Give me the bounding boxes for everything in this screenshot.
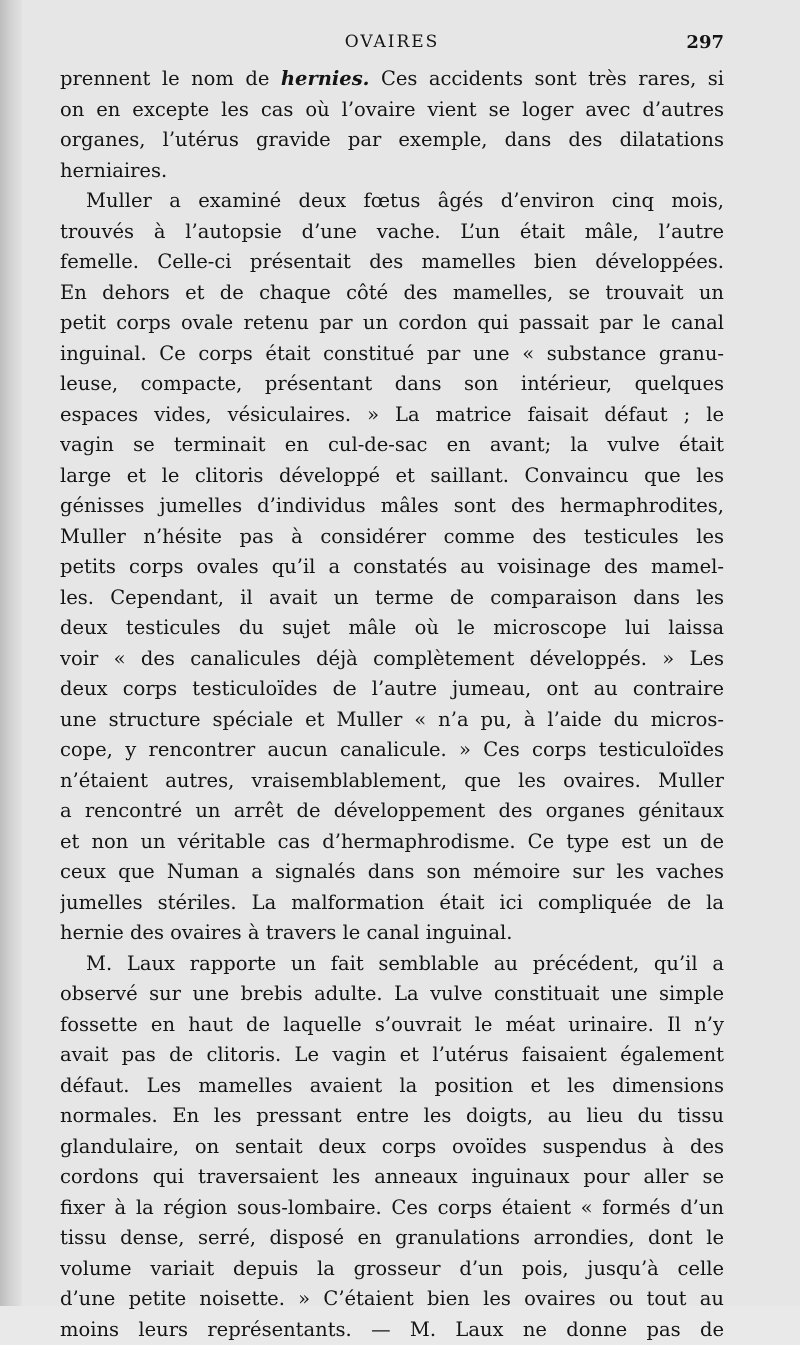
text-line: avait pas de clitoris. Le vagin et l’utérus faisaient également <box>60 1040 724 1071</box>
text-line: observé sur une brebis adulte. La vulve constituait une simple <box>60 979 724 1010</box>
italic-term: hernies. <box>281 67 370 90</box>
text-line: hernie des ovaires à travers le canal inguinal. <box>60 918 724 949</box>
text-line: normales. En les pressant entre les doigts, au lieu du tissu <box>60 1101 724 1132</box>
text-line: leuse, compacte, présentant dans son intérieur, quelques <box>60 369 724 400</box>
text-line-part: prennent le nom de <box>60 67 281 90</box>
text-line: femelle. Celle-ci présentait des mamelles bien développées. <box>60 247 724 278</box>
text-line: défaut. Les mamelles avaient la position et les dimensions <box>60 1071 724 1102</box>
text-line: fixer à la région sous-lombaire. Ces corps étaient « formés d’un <box>60 1193 724 1224</box>
running-head <box>60 30 724 58</box>
text-line: les. Cependant, il avait un terme de comparaison dans les <box>60 583 724 614</box>
text-line-part: Ces accidents sont très rares, si <box>369 67 724 90</box>
text-line: Muller n’hésite pas à considérer comme des testicules les <box>60 522 724 553</box>
text-line: large et le clitoris développé et saillant. Convaincu que les <box>60 461 724 492</box>
text-line: glandulaire, on sentait deux corps ovoïdes suspendus à des <box>60 1132 724 1163</box>
text-line: petit corps ovale retenu par un cordon qui passait par le canal <box>60 308 724 339</box>
text-line: génisses jumelles d’individus mâles sont des hermaphrodites, <box>60 491 724 522</box>
text-line: cordons qui traversaient les anneaux inguinaux pour aller se <box>60 1162 724 1193</box>
text-line: En dehors et de chaque côté des mamelles, se trouvait un <box>60 278 724 309</box>
text-line: herniaires. <box>60 156 724 187</box>
text-line: organes, l’utérus gravide par exemple, dans des dilatations <box>60 125 724 156</box>
text-line: fossette en haut de laquelle s’ouvrait le méat urinaire. Il n’y <box>60 1010 724 1041</box>
text-line: Muller a examiné deux fœtus âgés d’environ cinq mois, <box>60 186 724 217</box>
text-line: trouvés à l’autopsie d’une vache. L’un était mâle, l’autre <box>60 217 724 248</box>
page-number: 297 <box>686 32 724 53</box>
text-line: n’étaient autres, vraisemblablement, que les ovaires. Muller <box>60 766 724 797</box>
text-line: voir « des canalicules déjà complètement développés. » Les <box>60 644 724 675</box>
text-line: espaces vides, vésiculaires. » La matrice faisait défaut ; le <box>60 400 724 431</box>
page-binding-shadow <box>0 0 22 1306</box>
text-line: deux testicules du sujet mâle où le microscope lui laissa <box>60 613 724 644</box>
text-line: moins leurs représentants. — M. Laux ne donne pas de <box>60 1315 724 1345</box>
text-line: une structure spéciale et Muller « n’a pu, à l’aide du micros- <box>60 705 724 736</box>
text-line: d’une petite noisette. » C’étaient bien les ovaires ou tout au <box>60 1284 724 1315</box>
text-line: on en excepte les cas où l’ovaire vient se loger avec d’autres <box>60 95 724 126</box>
body-text <box>60 64 724 1345</box>
text-line: deux corps testiculoïdes de l’autre jumeau, ont au contraire <box>60 674 724 705</box>
text-line: cope, y rencontrer aucun canalicule. » Ces corps testiculoïdes <box>60 735 724 766</box>
running-title: OVAIRES <box>60 32 724 52</box>
text-line: jumelles stériles. La malformation était ici compliquée de la <box>60 888 724 919</box>
text-line: et non un véritable cas d’hermaphrodisme. Ce type est un de <box>60 827 724 858</box>
text-line: volume variait depuis la grosseur d’un pois, jusqu’à celle <box>60 1254 724 1285</box>
text-line: vagin se terminait en cul-de-sac en avant; la vulve était <box>60 430 724 461</box>
text-line: M. Laux rapporte un fait semblable au précédent, qu’il a <box>60 949 724 980</box>
text-line: tissu dense, serré, disposé en granulations arrondies, dont le <box>60 1223 724 1254</box>
text-line: inguinal. Ce corps était constitué par une « substance granu- <box>60 339 724 370</box>
text-line: ceux que Numan a signalés dans son mémoire sur les vaches <box>60 857 724 888</box>
text-line <box>60 64 724 95</box>
text-line: petits corps ovales qu’il a constatés au voisinage des mamel- <box>60 552 724 583</box>
text-line: a rencontré un arrêt de développement des organes génitaux <box>60 796 724 827</box>
